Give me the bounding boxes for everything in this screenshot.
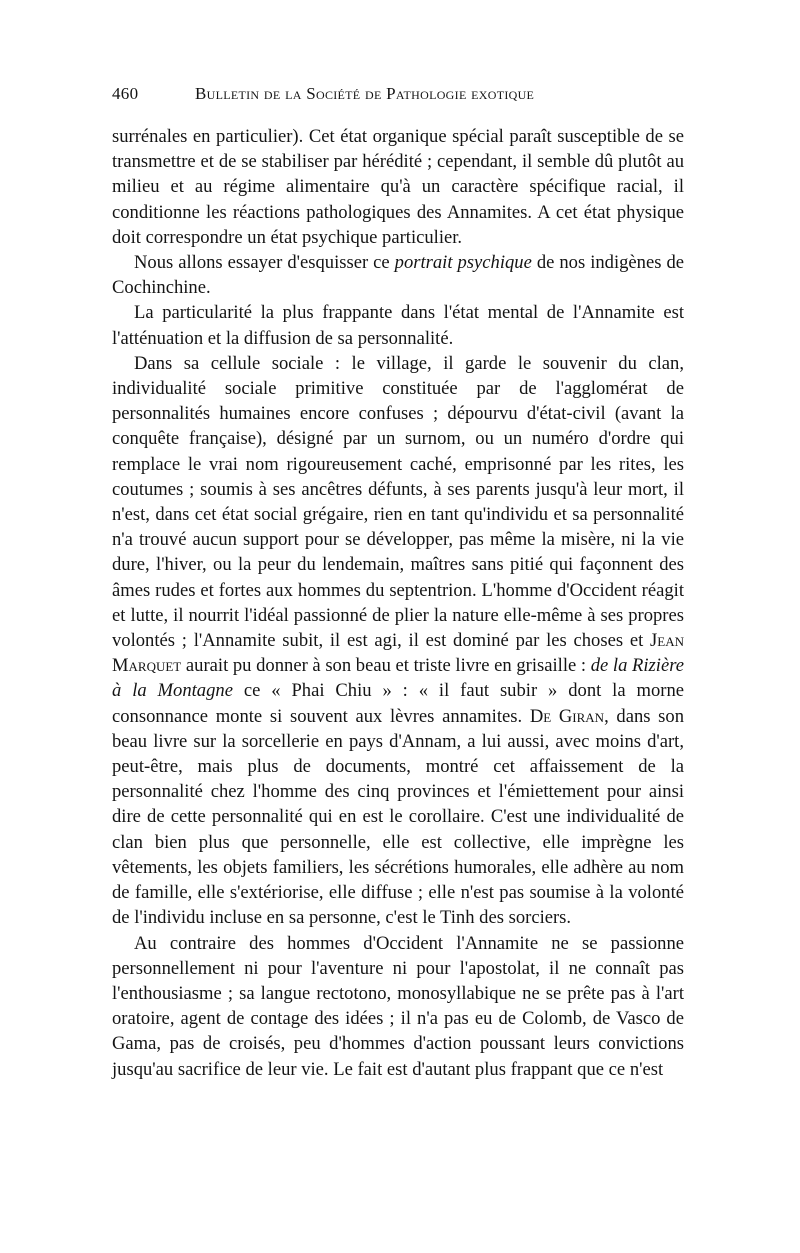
running-head <box>112 84 684 110</box>
page-number: 460 <box>112 84 139 103</box>
paragraph-4-text-b: aurait pu donner à son beau et triste livre en grisaille : <box>181 655 591 677</box>
paragraph-2 <box>112 250 684 300</box>
book-title: de la Rizière à la Montagne <box>112 655 685 702</box>
journal-title: Bulletin de la Société de Pathologie exotique <box>195 84 535 103</box>
page <box>112 84 684 1082</box>
author-name-marquet: Jean Marquet <box>112 630 684 677</box>
paragraph-4-text-c: ce « Phai Chiu » : « il faut subir » dont la morne consonnance monte si souvent aux lèvres annamites. <box>112 680 684 727</box>
paragraph-4 <box>112 351 684 931</box>
article-body <box>112 124 684 1082</box>
paragraph-3: La particularité la plus frappante dans l'état mental de l'Annamite est l'atténuation et la diffusion de sa personnalité. <box>112 302 684 349</box>
paragraph-2-text-a: Nous allons essayer d'esquisser ce <box>134 252 395 274</box>
paragraph-4-text-a: Dans sa cellule sociale : le village, il garde le souvenir du clan, individualité sociale primitive constituée par de l'agglomérat de personnalités humaines encore confuses ; dépourvu d'état-civil (avant la conquête française), désigné par un surnom, ou un numéro d'ordre qui remplace le vrai nom rigoureusement caché, emprisonné par les rites, les coutumes ; soumis à ses ancêtres défunts, à ses parents jusqu'à leur mort, il n'est, dans cet état social grégaire, rien en tant qu'individu et sa personnalité n'a trouvé aucun support pour se développer, pas même la misère, ni la vie dure, l'hiver, ou la peur du lendemain, maîtres sans pitié qui façonnent des âmes rudes et fortes aux hommes du septentrion. L'homme d'Occident réagit et lutte, il nourrit l'idéal passionné de plier la nature elle-même à ses propres volontés ; l'Annamite subit, il est agi, il est dominé par les choses et <box>112 352 684 652</box>
paragraph-4-text-d: , dans son beau livre sur la sorcellerie en pays d'Annam, a lui aussi, avec moins d'art, peut-être, mais plus de documents, montré cet affaissement de la personnalité chez l'homme des cinq provinces et l'émiettement pour ainsi dire de cette personnalité qui en est le corollaire. C'est une individualité de clan bien plus que personnelle, elle est collective, elle imprègne les vêtements, les objets familiers, les sécrétions humorales, elle adhère au nom de famille, elle s'extériorise, elle diffuse ; elle n'est pas soumise à la volonté de l'individu incluse en sa personne, c'est le Tinh des sorciers. <box>112 705 685 929</box>
author-name-giran: De Giran <box>529 705 605 727</box>
emphasis-portrait-psychique: portrait psychique <box>394 252 532 274</box>
paragraph-5: Au contraire des hommes d'Occident l'Annamite ne se passionne personnellement ni pour l'aventure ni pour l'apostolat, il ne connaît pas l'enthousiasme ; sa langue rectotono, monosyllabique ne se prête pas à l'art oratoire, agent de contage des idées ; il n'a pas eu de Colomb, de Vasco de Gama, pas de croisés, peu d'hommes d'action poussant leurs convictions jusqu'au sacrifice de leur vie. Le fait est d'autant plus frappant que ce n'est <box>112 932 684 1080</box>
paragraph-2-text-b: de nos indigènes de Cochinchine. <box>112 252 684 299</box>
paragraph-1: surrénales en particulier). Cet état organique spécial paraît susceptible de se transmettre et de se stabiliser par hérédité ; cependant, il semble dû plutôt au milieu et au régime alimentaire qu'à un caractère spécifique racial, il conditionne les réactions pathologiques des Annamites. A cet état physique doit correspondre un état psychique particulier. <box>112 126 684 248</box>
